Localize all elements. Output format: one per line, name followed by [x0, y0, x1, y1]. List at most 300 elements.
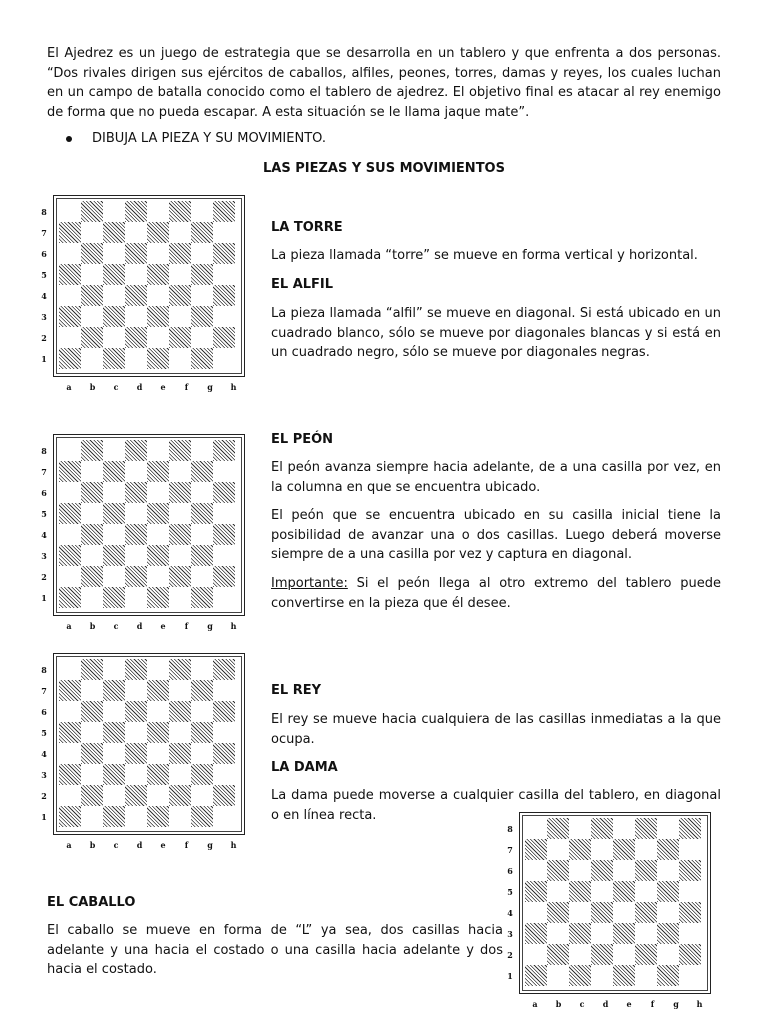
board-square [613, 902, 635, 923]
board-square [81, 461, 103, 482]
board-square [103, 806, 125, 827]
board-square [147, 306, 169, 327]
board-square [547, 902, 569, 923]
rank-label: 7 [41, 228, 47, 238]
board-square [679, 965, 701, 986]
file-label: f [184, 382, 189, 392]
board-square [125, 524, 147, 545]
rank-label: 5 [41, 270, 47, 280]
board-square [103, 222, 125, 243]
board-square [147, 503, 169, 524]
board-square [125, 566, 147, 587]
board-square [191, 243, 213, 264]
board-square [213, 764, 235, 785]
board-square [547, 881, 569, 902]
board-square [81, 785, 103, 806]
board-square [591, 860, 613, 881]
board-square [657, 965, 679, 986]
board-square [569, 839, 591, 860]
board-square [191, 659, 213, 680]
rank-label: 8 [41, 207, 47, 217]
board-square [81, 222, 103, 243]
file-label: g [207, 621, 213, 631]
board-square [169, 243, 191, 264]
board-square [525, 902, 547, 923]
board-square [81, 806, 103, 827]
file-label: b [89, 840, 96, 850]
file-label: g [673, 999, 679, 1009]
board-square [81, 503, 103, 524]
board-square [59, 482, 81, 503]
file-label: c [113, 382, 119, 392]
dama-heading: LA DAMA [271, 760, 338, 775]
board-square [59, 785, 81, 806]
board-square [191, 743, 213, 764]
board-square [169, 327, 191, 348]
board-square [125, 743, 147, 764]
board-square [569, 944, 591, 965]
board-square [169, 503, 191, 524]
board-square [59, 545, 81, 566]
board-square [191, 222, 213, 243]
board-square [525, 944, 547, 965]
board-square [213, 587, 235, 608]
rey-text: El rey se mueve hacia cualquiera de las casillas inmediatas a la que ocupa. [271, 712, 721, 747]
board-square [147, 524, 169, 545]
board-square [59, 285, 81, 306]
board-square [569, 965, 591, 986]
board-square [103, 743, 125, 764]
bullet-icon [66, 136, 72, 142]
board-square [169, 545, 191, 566]
board-square [169, 764, 191, 785]
board-grid [525, 818, 701, 986]
board-square [59, 503, 81, 524]
board-square [169, 659, 191, 680]
file-label: c [113, 621, 119, 631]
file-label: d [602, 999, 609, 1009]
alfil-heading: EL ALFIL [271, 277, 334, 292]
board-square [169, 201, 191, 222]
board-square [59, 566, 81, 587]
rank-label: 6 [41, 488, 47, 498]
dama-text: La dama puede moverse a cualquier casilla del tablero, en diagonal o en línea recta. [271, 788, 721, 823]
board-square [125, 503, 147, 524]
board-square [213, 348, 235, 369]
board-square [125, 440, 147, 461]
board-square [147, 264, 169, 285]
file-label: f [650, 999, 655, 1009]
board-square [125, 201, 147, 222]
file-label: h [230, 382, 237, 392]
caballo-text: El caballo se mueve en forma de “L” ya sea, dos casillas hacia adelante y una hacia el costado o una casilla hacia adelante y dos hacia el costado. [47, 923, 503, 977]
board-square [81, 545, 103, 566]
board-square [125, 264, 147, 285]
torre-heading: LA TORRE [271, 220, 343, 235]
board-square [147, 482, 169, 503]
board-square [81, 680, 103, 701]
board-square [81, 743, 103, 764]
board-square [613, 818, 635, 839]
board-square [81, 440, 103, 461]
board-square [147, 806, 169, 827]
board-square [59, 243, 81, 264]
board-square [103, 306, 125, 327]
board-square [613, 944, 635, 965]
file-label: d [136, 840, 143, 850]
board-square [103, 722, 125, 743]
board-square [613, 965, 635, 986]
board-square [191, 503, 213, 524]
rank-label: 7 [41, 467, 47, 477]
board-square [169, 806, 191, 827]
board-square [213, 327, 235, 348]
file-label: h [696, 999, 703, 1009]
board-square [147, 440, 169, 461]
board-grid [59, 440, 235, 608]
board-square [147, 764, 169, 785]
board-square [81, 285, 103, 306]
board-square [191, 440, 213, 461]
board-square [191, 566, 213, 587]
rey-heading: EL REY [271, 683, 321, 698]
board-square [59, 659, 81, 680]
board-square [191, 201, 213, 222]
board-square [147, 243, 169, 264]
board-square [147, 659, 169, 680]
board-square [657, 818, 679, 839]
board-square [147, 566, 169, 587]
board-square [613, 881, 635, 902]
board-square [547, 944, 569, 965]
board-square [679, 839, 701, 860]
board-square [525, 839, 547, 860]
board-square [657, 860, 679, 881]
board-square [125, 701, 147, 722]
rank-label: 8 [41, 446, 47, 456]
board-square [59, 327, 81, 348]
file-label: e [160, 840, 166, 850]
board-square [569, 923, 591, 944]
board-grid [59, 201, 235, 369]
board-square [81, 306, 103, 327]
board-square [635, 902, 657, 923]
board-square [213, 806, 235, 827]
board-square [213, 243, 235, 264]
board-square [103, 264, 125, 285]
board-square [125, 327, 147, 348]
board-square [613, 839, 635, 860]
board-square [103, 680, 125, 701]
board-square [657, 839, 679, 860]
board-square [191, 587, 213, 608]
board-square [147, 285, 169, 306]
board-square [81, 566, 103, 587]
board-square [147, 743, 169, 764]
board-square [125, 545, 147, 566]
board-square [147, 587, 169, 608]
board-square [547, 839, 569, 860]
board-square [125, 243, 147, 264]
rank-label: 7 [41, 686, 47, 696]
file-label: e [160, 382, 166, 392]
board-square [679, 923, 701, 944]
file-label: c [579, 999, 585, 1009]
peon-text-2: El peón que se encuentra ubicado en su casilla inicial tiene la posibilidad de avanzar una o dos casillas. Luego deberá moverse siempre de a una casilla por vez y captura en diagonal. [271, 508, 721, 562]
file-label: h [230, 621, 237, 631]
board-square [125, 659, 147, 680]
board-square [103, 701, 125, 722]
rank-label: 2 [41, 572, 47, 582]
board-square [103, 348, 125, 369]
rank-label: 8 [507, 824, 513, 834]
board-square [569, 902, 591, 923]
board-square [169, 285, 191, 306]
board-square [169, 524, 191, 545]
rank-label: 6 [41, 707, 47, 717]
board-square [169, 264, 191, 285]
rank-label: 4 [41, 291, 47, 301]
rank-label: 3 [41, 551, 47, 561]
board-square [103, 659, 125, 680]
board-square [569, 881, 591, 902]
board-square [191, 764, 213, 785]
board-square [657, 902, 679, 923]
intro-paragraph: El Ajedrez es un juego de estrategia que se desarrolla en un tablero y que enfrenta a dos personas. “Dos rivales dirigen sus ejércitos de caballos, alfiles, peones, torres, damas y reyes, los cuales luchan en un campo de batalla conocido como el tablero de ajedrez. El objetivo final es atacar al rey enemigo de forma que no pueda escapar. A esta situación se le llama jaque mate”. [47, 46, 721, 120]
board-square [169, 785, 191, 806]
board-square [81, 701, 103, 722]
board-square [191, 722, 213, 743]
board-square [59, 764, 81, 785]
file-label: a [66, 621, 72, 631]
file-label: a [66, 382, 72, 392]
board-square [125, 680, 147, 701]
board-square [213, 545, 235, 566]
board-square [213, 785, 235, 806]
file-label: g [207, 382, 213, 392]
board-square [191, 701, 213, 722]
chessboard-3 [39, 651, 251, 851]
board-square [81, 201, 103, 222]
board-square [635, 923, 657, 944]
board-square [213, 264, 235, 285]
board-square [147, 722, 169, 743]
board-square [103, 587, 125, 608]
board-square [525, 923, 547, 944]
board-square [635, 944, 657, 965]
file-label: e [160, 621, 166, 631]
board-square [213, 222, 235, 243]
rank-label: 5 [41, 509, 47, 519]
rank-label: 2 [507, 950, 513, 960]
file-label: a [532, 999, 538, 1009]
file-label: d [136, 382, 143, 392]
rank-label: 8 [41, 665, 47, 675]
board-square [125, 222, 147, 243]
board-square [147, 461, 169, 482]
board-square [59, 440, 81, 461]
board-square [125, 348, 147, 369]
board-square [169, 701, 191, 722]
rank-label: 4 [41, 749, 47, 759]
board-square [547, 923, 569, 944]
board-square [81, 524, 103, 545]
board-square [679, 860, 701, 881]
rank-label: 7 [507, 845, 513, 855]
file-label: f [184, 840, 189, 850]
board-square [103, 545, 125, 566]
board-square [525, 818, 547, 839]
chessboard-1 [39, 193, 251, 393]
board-square [679, 944, 701, 965]
board-square [191, 806, 213, 827]
board-square [147, 680, 169, 701]
board-square [81, 243, 103, 264]
board-square [191, 327, 213, 348]
board-square [125, 806, 147, 827]
board-square [125, 587, 147, 608]
board-square [169, 482, 191, 503]
board-square [59, 264, 81, 285]
board-square [525, 965, 547, 986]
board-square [213, 701, 235, 722]
board-square [547, 860, 569, 881]
chessboard-2 [39, 432, 251, 632]
board-square [103, 201, 125, 222]
board-square [525, 860, 547, 881]
board-square [547, 818, 569, 839]
board-square [635, 818, 657, 839]
board-square [103, 461, 125, 482]
board-square [59, 306, 81, 327]
board-square [635, 839, 657, 860]
board-square [59, 722, 81, 743]
board-square [191, 785, 213, 806]
board-square [59, 587, 81, 608]
rank-label: 1 [41, 593, 47, 603]
board-square [169, 222, 191, 243]
board-square [81, 327, 103, 348]
instruction-text: DIBUJA LA PIEZA Y SU MOVIMIENTO. [92, 131, 326, 146]
board-square [125, 785, 147, 806]
board-square [59, 222, 81, 243]
board-square [191, 306, 213, 327]
instruction-bullet [66, 129, 326, 149]
file-label: h [230, 840, 237, 850]
board-square [191, 680, 213, 701]
board-square [213, 461, 235, 482]
board-square [81, 348, 103, 369]
board-square [59, 743, 81, 764]
board-square [103, 503, 125, 524]
board-square [169, 348, 191, 369]
board-square [81, 659, 103, 680]
board-square [59, 701, 81, 722]
important-label: Importante: [271, 576, 348, 591]
rank-label: 5 [41, 728, 47, 738]
board-square [191, 348, 213, 369]
rank-label: 5 [507, 887, 513, 897]
board-square [169, 566, 191, 587]
board-square [169, 722, 191, 743]
board-square [147, 545, 169, 566]
board-square [81, 587, 103, 608]
board-square [591, 902, 613, 923]
board-square [613, 860, 635, 881]
caballo-heading: EL CABALLO [47, 895, 136, 910]
board-square [213, 201, 235, 222]
board-square [147, 701, 169, 722]
file-label: g [207, 840, 213, 850]
board-square [125, 285, 147, 306]
rank-label: 6 [41, 249, 47, 259]
board-square [657, 944, 679, 965]
file-label: b [89, 382, 96, 392]
file-label: b [89, 621, 96, 631]
board-square [81, 722, 103, 743]
board-square [125, 482, 147, 503]
board-square [525, 881, 547, 902]
board-square [147, 222, 169, 243]
board-square [213, 440, 235, 461]
peon-text-1: El peón avanza siempre hacia adelante, de a una casilla por vez, en la columna en que se encuentra ubicado. [271, 460, 721, 495]
board-square [191, 461, 213, 482]
board-square [59, 348, 81, 369]
board-square [103, 524, 125, 545]
board-square [147, 327, 169, 348]
board-square [103, 327, 125, 348]
board-square [213, 680, 235, 701]
file-label: b [555, 999, 562, 1009]
board-square [59, 806, 81, 827]
board-square [103, 566, 125, 587]
file-label: a [66, 840, 72, 850]
board-square [635, 881, 657, 902]
board-square [547, 965, 569, 986]
board-square [103, 764, 125, 785]
rank-label: 1 [507, 971, 513, 981]
important-text: Si el peón llega al otro extremo del tablero puede convertirse en la pieza que él desee. [271, 576, 721, 611]
board-square [213, 659, 235, 680]
file-label: d [136, 621, 143, 631]
board-square [125, 306, 147, 327]
board-square [679, 902, 701, 923]
board-square [81, 264, 103, 285]
board-square [569, 818, 591, 839]
board-square [213, 285, 235, 306]
chessboard-4 [505, 810, 717, 1010]
board-square [103, 785, 125, 806]
file-label: c [113, 840, 119, 850]
alfil-text: La pieza llamada “alfil” se mueve en diagonal. Si está ubicado en un cuadrado blanco, sólo se mueve por diagonales blancas y si está en un cuadrado negro, sólo se mueve por diagonales negras. [271, 306, 721, 360]
rank-label: 3 [507, 929, 513, 939]
board-square [591, 923, 613, 944]
board-square [213, 306, 235, 327]
board-square [191, 285, 213, 306]
board-square [81, 764, 103, 785]
board-square [679, 881, 701, 902]
board-square [213, 566, 235, 587]
board-square [169, 587, 191, 608]
rank-label: 2 [41, 333, 47, 343]
board-square [657, 881, 679, 902]
board-square [635, 860, 657, 881]
board-square [59, 524, 81, 545]
rank-label: 3 [41, 770, 47, 780]
board-square [213, 524, 235, 545]
peon-important [271, 574, 721, 613]
board-square [591, 881, 613, 902]
